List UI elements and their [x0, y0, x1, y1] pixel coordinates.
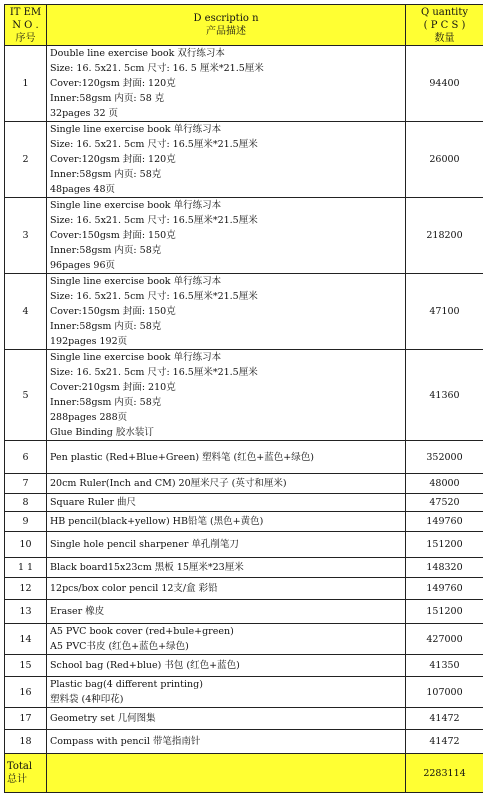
- item-quantity: 427000: [406, 624, 483, 655]
- item-number: 14: [5, 624, 47, 655]
- table-row: [5, 730, 483, 754]
- item-description: [47, 578, 406, 600]
- item-number: 6: [5, 441, 47, 474]
- item-description: [47, 532, 406, 558]
- description-line: Size: 16. 5x21. 5cm 尺寸: 16.5厘米*21.5厘米: [50, 215, 258, 226]
- description-line: 塑料袋 (4种印花): [50, 694, 124, 705]
- description-line: Cover:210gsm 封面: 210克: [50, 382, 176, 393]
- header-quantity-cn: 数量: [434, 32, 455, 44]
- description-line: Eraser 橡皮: [50, 606, 105, 617]
- description-line: Cover:120gsm 封面: 120克: [50, 154, 176, 165]
- item-description: [47, 708, 406, 730]
- description-line: 20cm Ruler(Inch and CM) 20厘米尺子 (英寸和厘米): [50, 478, 287, 489]
- table-row: [5, 532, 483, 558]
- description-line: 32pages 32 页: [50, 108, 119, 119]
- description-line: Pen plastic (Red+Blue+Green) 塑料笔 (红色+蓝色+绿色): [50, 451, 314, 463]
- total-label-cell: [5, 754, 47, 793]
- header-item-cn: 序号: [15, 32, 36, 44]
- item-quantity: 26000: [406, 122, 483, 198]
- item-number: 1 1: [5, 558, 47, 578]
- product-table: [4, 4, 483, 793]
- header-item-no: N O .: [12, 19, 39, 31]
- item-quantity: 41472: [406, 708, 483, 730]
- item-number: 10: [5, 532, 47, 558]
- total-description-cell: [47, 754, 406, 793]
- table-row: [5, 198, 483, 274]
- total-label-en: Total: [7, 761, 33, 772]
- total-quantity: 2283114: [406, 754, 483, 793]
- item-description: [47, 350, 406, 441]
- table-row: [5, 708, 483, 730]
- item-number: 9: [5, 512, 47, 532]
- table-row: [5, 350, 483, 441]
- item-quantity: 218200: [406, 198, 483, 274]
- description-line: 12pcs/box color pencil 12支/盒 彩铅: [50, 583, 218, 594]
- item-number: 8: [5, 494, 47, 512]
- table-row: [5, 624, 483, 655]
- table-row: [5, 512, 483, 532]
- item-description: [47, 730, 406, 754]
- item-number: 4: [5, 274, 47, 350]
- item-number: 2: [5, 122, 47, 198]
- header-description-cn: 产品描述: [206, 26, 246, 37]
- item-description: [47, 624, 406, 655]
- item-description: [47, 655, 406, 677]
- item-quantity: 149760: [406, 512, 483, 532]
- table-row: [5, 46, 483, 122]
- header-row: [5, 5, 483, 46]
- item-quantity: 107000: [406, 677, 483, 708]
- description-line: 48pages 48页: [50, 184, 116, 195]
- item-description: [47, 494, 406, 512]
- description-line: Inner:58gsm 内页: 58克: [50, 245, 162, 256]
- total-row: [5, 754, 483, 793]
- description-line: Glue Binding 胶水装订: [50, 427, 154, 438]
- description-line: Black board15x23cm 黑板 15厘米*23厘米: [50, 562, 244, 573]
- header-quantity-cell: [406, 5, 483, 46]
- item-quantity: 151200: [406, 532, 483, 558]
- description-line: Cover:150gsm 封面: 150克: [50, 306, 176, 317]
- table-row: [5, 578, 483, 600]
- total-label-cn: 总计: [7, 774, 27, 785]
- table-row: [5, 655, 483, 677]
- description-line: 96pages 96页: [50, 260, 116, 271]
- item-quantity: 151200: [406, 600, 483, 624]
- description-line: Inner:58gsm 内页: 58克: [50, 169, 162, 180]
- item-description: [47, 441, 406, 474]
- description-line: Inner:58gsm 内页: 58 克: [50, 93, 165, 104]
- item-quantity: 47520: [406, 494, 483, 512]
- description-line: Square Ruler 曲尺: [50, 497, 137, 508]
- table-row: [5, 441, 483, 474]
- item-number: 18: [5, 730, 47, 754]
- item-quantity: 41360: [406, 350, 483, 441]
- description-line: Inner:58gsm 内页: 58克: [50, 397, 162, 408]
- description-line: Geometry set 几何图集: [50, 713, 156, 724]
- description-line: Double line exercise book 双行练习本: [50, 48, 225, 59]
- item-description: [47, 122, 406, 198]
- item-description: [47, 474, 406, 494]
- item-description: [47, 274, 406, 350]
- header-description-cell: [47, 5, 406, 46]
- item-number: 3: [5, 198, 47, 274]
- header-description-en: D escriptio n: [193, 13, 259, 24]
- description-line: Cover:150gsm 封面: 150克: [50, 230, 176, 241]
- description-line: Size: 16. 5x21. 5cm 尺寸: 16.5厘米*21.5厘米: [50, 139, 258, 150]
- description-line: Plastic bag(4 different printing): [50, 679, 203, 690]
- description-line: 192pages 192页: [50, 336, 128, 347]
- description-line: Size: 16. 5x21. 5cm 尺寸: 16.5厘米*21.5厘米: [50, 291, 258, 302]
- description-line: Single hole pencil sharpener 单孔削笔刀: [50, 539, 239, 550]
- item-quantity: 352000: [406, 441, 483, 474]
- item-quantity: 48000: [406, 474, 483, 494]
- table-row: [5, 600, 483, 624]
- description-line: Inner:58gsm 内页: 58克: [50, 321, 162, 332]
- item-quantity: 149760: [406, 578, 483, 600]
- description-line: Single line exercise book 单行练习本: [50, 276, 222, 287]
- header-item-en: IT EM: [9, 6, 42, 18]
- table-row: [5, 494, 483, 512]
- item-number: 5: [5, 350, 47, 441]
- description-line: Single line exercise book 单行练习本: [50, 200, 222, 211]
- item-quantity: 148320: [406, 558, 483, 578]
- header-quantity-en: Q uantity: [420, 6, 469, 18]
- table-row: [5, 558, 483, 578]
- item-description: [47, 677, 406, 708]
- item-number: 1: [5, 46, 47, 122]
- quotation-sheet: [4, 4, 480, 793]
- description-line: 288pages 288页: [50, 412, 128, 423]
- item-number: 12: [5, 578, 47, 600]
- table-row: [5, 474, 483, 494]
- header-quantity-unit: ( P C S ): [423, 19, 466, 31]
- item-description: [47, 600, 406, 624]
- description-line: Cover:120gsm 封面: 120克: [50, 78, 176, 89]
- description-line: Size: 16. 5x21. 5cm 尺寸: 16.5厘米*21.5厘米: [50, 367, 258, 378]
- item-number: 13: [5, 600, 47, 624]
- item-description: [47, 558, 406, 578]
- description-line: Compass with pencil 带笔指南针: [50, 736, 201, 747]
- item-description: [47, 46, 406, 122]
- item-description: [47, 198, 406, 274]
- description-line: Size: 16. 5x21. 5cm 尺寸: 16. 5 厘米*21.5厘米: [50, 63, 264, 74]
- table-row: [5, 122, 483, 198]
- description-line: A5 PVC书皮 (红色+蓝色+绿色): [50, 641, 189, 652]
- table-row: [5, 274, 483, 350]
- item-number: 7: [5, 474, 47, 494]
- item-number: 16: [5, 677, 47, 708]
- header-item-cell: [5, 5, 47, 46]
- description-line: HB pencil(black+yellow) HB铅笔 (黑色+黄色): [50, 516, 264, 527]
- item-quantity: 94400: [406, 46, 483, 122]
- description-line: Single line exercise book 单行练习本: [50, 352, 222, 363]
- item-description: [47, 512, 406, 532]
- description-line: A5 PVC book cover (red+bule+green): [50, 626, 234, 637]
- item-quantity: 47100: [406, 274, 483, 350]
- item-number: 17: [5, 708, 47, 730]
- item-number: 15: [5, 655, 47, 677]
- item-quantity: 41350: [406, 655, 483, 677]
- table-row: [5, 677, 483, 708]
- description-line: Single line exercise book 单行练习本: [50, 124, 222, 135]
- item-quantity: 41472: [406, 730, 483, 754]
- description-line: School bag (Red+blue) 书包 (红色+蓝色): [50, 660, 240, 671]
